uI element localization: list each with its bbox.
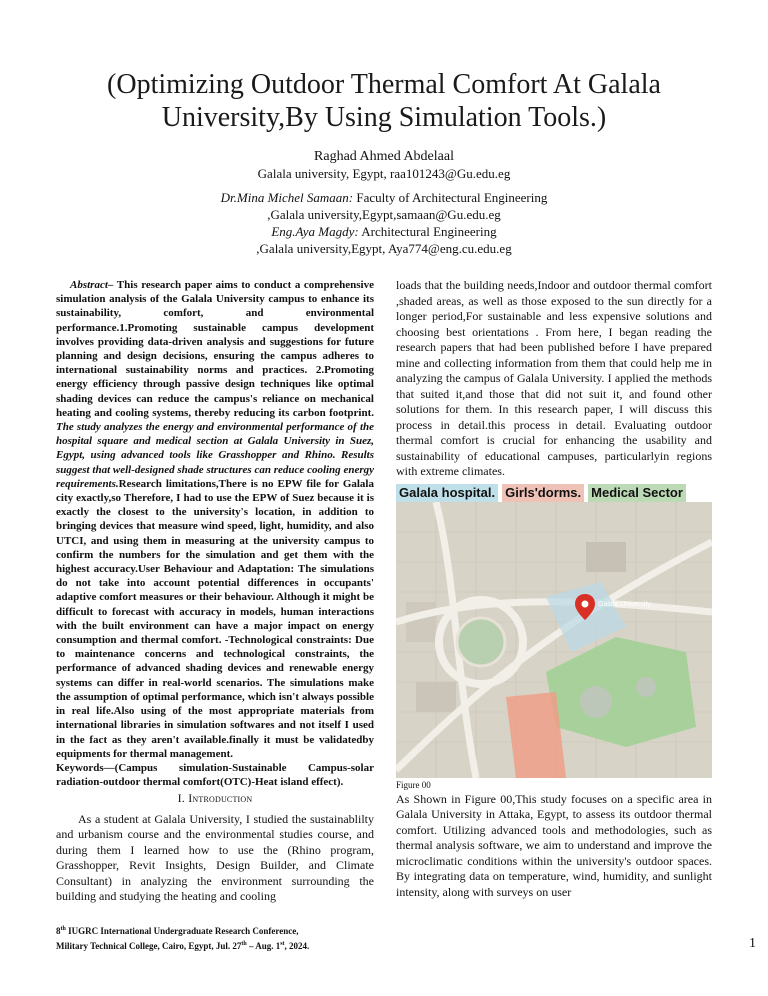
figure-caption: Figure 00	[396, 779, 431, 790]
legend-dorms: Girls'dorms.	[502, 484, 584, 502]
legend-hospital: Galala hospital.	[396, 484, 498, 502]
map-pin-label: Galala University	[598, 600, 651, 608]
author-block	[40, 148, 728, 257]
figure-map	[396, 484, 712, 778]
author1-name: Raghad Ahmed Abdelaal	[314, 149, 454, 164]
abstract-label: Abstract–	[70, 279, 114, 291]
footer-date-suffix-1: th	[241, 941, 247, 947]
legend-medical: Medical Sector	[588, 484, 686, 502]
footer-ordinal-suffix: th	[60, 926, 66, 932]
author1-affiliation: Galala university, Egypt, raa101243@Gu.edu.eg	[257, 166, 511, 181]
author2-affiliation-a: Faculty of Architectural Engineering	[353, 190, 548, 205]
introduction-paragraph: As a student at Galala University, I studied the sustainablilty and urbanism course and the environmental studies course, and during them I learned how to use the (Rhino program, Grasshopper, Revit Insights, Design Builder, and Climate Consultant) in analyzing the environment surrounding the building and studying the heating and cooling	[56, 811, 374, 904]
footer-ordinal: 8	[56, 926, 61, 936]
footer-date-range: – Aug. 1	[246, 941, 281, 951]
footer-date-suffix-2: st	[280, 941, 285, 947]
right-paragraph-1: loads that the building needs,Indoor and outdoor thermal comfort ,shaded areas, as well as those exposed to the sun directly for a longer period,For sustainable and less expensive solutions and choosing best orientations . From here, I began reading the research papers that had been published before I have prepared mine and collecting information from them that could help me in analyzing the campus of Galala University. I applied the methods that suited it,and those that did not suit it, and found other solutions for them. In this research paper, I will discuss this process in detail.this process in detail. Evaluating outdoor thermal comfort is crucial for enhancing the usability and sustainability of educational campuses, particularlyin regions with extreme climates.	[396, 278, 712, 478]
left-column	[56, 278, 374, 905]
page-number: 1	[749, 936, 756, 951]
conference-footer	[56, 923, 476, 953]
abstract-text-2: Research limitations,There is no EPW file for Galala city exactly,so Therefore, I had to use the EPW of Suez because it is exactly the closest to the university's location, in addition to bringing devices that measure wind speed, light, humidity, and also UTCI, and using them in measuring at the university campus to confirm the numbers for the simulation and get them with the highest accuracy.User Behaviour and Adaptation: The simulations do not take into account potential differences in occupants' adaptive comfort measures or their behaviour. Although it might be difficult to forecast with accuracy in models, human interactions with the built environment can have a major impact on energy consumption and thermal comfort. -Technological constraints: Due to maintenance concerns and technological constraints, the performance of advanced shading devices and renewable energy systems can differ in real-world scenarios. The simulations make the assumption of optimal performance, which isn't always possible in real life.Also using of the most appropriate materials from international libraries in simulation softwares and not itself I used in the fact as they aren't available.finally it must be validatedby equipments for thermal management.	[56, 477, 374, 760]
abstract	[56, 278, 374, 761]
author2-affiliation-b: ,Galala university,Egypt,samaan@Gu.edu.eg	[267, 207, 501, 222]
footer-line-2	[56, 938, 476, 953]
section-heading-introduction: I. Introduction	[177, 791, 253, 806]
author3-name: Eng.Aya Magdy:	[271, 224, 359, 239]
right-column	[396, 278, 712, 900]
author3-affiliation-a: Architectural Engineering	[358, 224, 497, 239]
author2-line	[40, 189, 728, 206]
author3-affiliation-b: ,Galala university,Egypt, Aya774@eng.cu.edu.eg	[256, 241, 512, 256]
keywords: Keywords—(Campus simulation-Sustainable Campus-solar radiation-outdoor thermal comfort(OTC)-Heat island effect).	[56, 761, 374, 789]
footer-conference-name: IUGRC International Undergraduate Research Conference,	[65, 926, 299, 936]
author3-line	[40, 223, 728, 240]
abstract-text-1: This research paper aims to conduct a comprehensive simulation analysis of the Galala University campus to enhance its sustainability, comfort, and environmental performance.1.Promoting sustainable campus development involves providing data-driven analysis and suggestions for future planning and design decisions, ensuring the campus adheres to international sustainability norms and practices. 2.Promoting energy efficiency through passive design techniques like optimal shading devices can reduce the campus's reliance on mechanical heating and cooling systems, thereby reducing its carbon footprint.	[56, 279, 374, 419]
footer-venue: Military Technical College, Cairo, Egypt, Jul. 27	[56, 941, 242, 951]
footer-line-1	[56, 923, 476, 938]
campus-map-image	[396, 502, 712, 778]
abstract-text-italic: The study analyzes the energy and environmental performance of the hospital square and medical section at Galala University in Suez, Egypt, using advanced tools like Grasshopper and Rhino. Results suggest that well-designed shade structures can reduce cooling energy requirements.	[56, 421, 374, 490]
right-paragraph-2: As Shown in Figure 00,This study focuses on a specific area in Galala University in Attaka, Egypt, to assess its outdoor thermal comfort. Utilizing advanced tools and methodologies, such as thermal analysis software, we aim to understand and improve the microclimatic conditions within the university's outdoor spaces. By integrating data on temperature, wind, humidity, and sunlight intensity, along with surveys on user	[396, 791, 712, 899]
footer-year: , 2024.	[284, 941, 310, 951]
paper-title: (Optimizing Outdoor Thermal Comfort At Galala University,By Using Simulation Tools.)	[107, 69, 661, 133]
author2-name: Dr.Mina Michel Samaan:	[220, 190, 354, 205]
figure-legend	[396, 484, 712, 502]
